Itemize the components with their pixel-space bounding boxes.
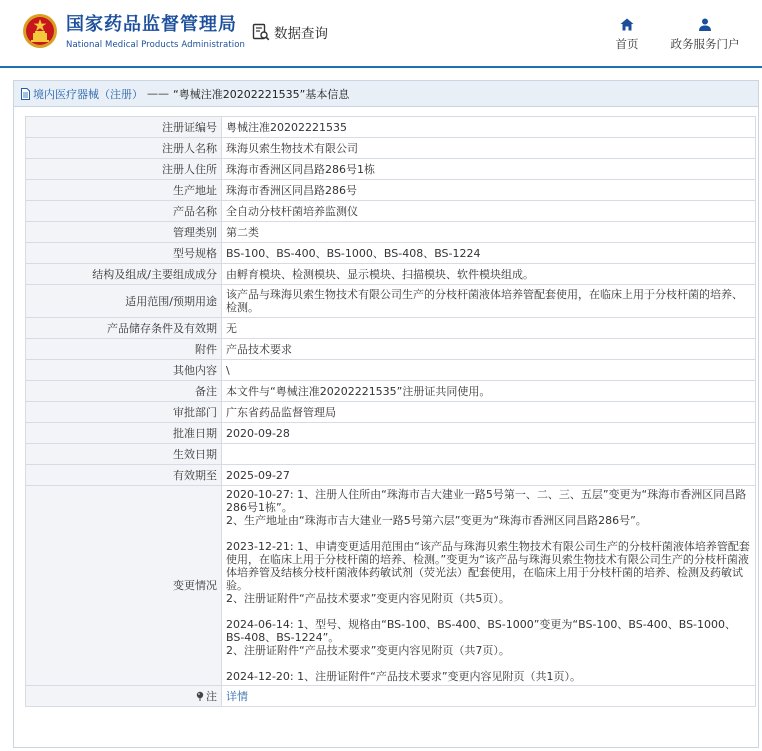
- breadcrumb-separator: ——: [147, 87, 169, 100]
- change-line: 2020-10-27: 1、注册人住所由“珠海市吉大建业一路5号第一、二、三、五层”变更为“珠海市香洲区同昌路286号1栋”。: [226, 488, 747, 514]
- change-entry: [226, 488, 751, 527]
- note-label: 注: [206, 689, 217, 703]
- table-row: [26, 360, 756, 381]
- table-row: [26, 285, 756, 318]
- note-row: [26, 686, 756, 707]
- field-value: 产品技术要求: [222, 339, 756, 360]
- field-value: 2025-09-27: [222, 465, 756, 486]
- table-row: [26, 423, 756, 444]
- field-label: 注册人住所: [26, 159, 222, 180]
- field-label: 注册人名称: [26, 138, 222, 159]
- field-label: 注册证编号: [26, 117, 222, 138]
- field-value: 珠海贝索生物技术有限公司: [222, 138, 756, 159]
- nav-portal-button[interactable]: [665, 18, 745, 52]
- data-query-link[interactable]: [252, 22, 328, 42]
- field-label: 其他内容: [26, 360, 222, 381]
- field-value: 该产品与珠海贝索生物技术有限公司生产的分枝杆菌液体培养管配套使用，在临床上用于分枝杆菌的培养、检测。: [222, 285, 756, 318]
- field-value: 珠海市香洲区同昌路286号: [222, 180, 756, 201]
- breadcrumb-title: “粤械注准20202221535”基本信息: [173, 87, 350, 101]
- note-value: [222, 686, 756, 707]
- field-value: BS-100、BS-400、BS-1000、BS-408、BS-1224: [222, 243, 756, 264]
- nav-home-label: 首页: [615, 37, 639, 51]
- site-header: [0, 0, 762, 68]
- table-row: [26, 159, 756, 180]
- data-query-label: 数据查询: [274, 26, 328, 42]
- field-value: 无: [222, 318, 756, 339]
- document-search-icon: [252, 23, 270, 41]
- home-icon: [620, 18, 634, 31]
- table-row: [26, 117, 756, 138]
- document-icon: [20, 88, 31, 100]
- field-label: 结构及组成/主要组成成分: [26, 264, 222, 285]
- table-row: [26, 180, 756, 201]
- change-line: 2、注册证附件“产品技术要求”变更内容见附页（共7页）。: [226, 644, 510, 657]
- details-link[interactable]: 详情: [226, 689, 248, 703]
- nav-portal-label: 政务服务门户: [670, 37, 740, 51]
- field-label: 适用范围/预期用途: [26, 285, 222, 318]
- table-row: [26, 222, 756, 243]
- field-value: 由孵育模块、检测模块、显示模块、扫描模块、软件模块组成。: [222, 264, 756, 285]
- user-icon: [698, 18, 712, 31]
- field-value: 全自动分枝杆菌培养监测仪: [222, 201, 756, 222]
- table-row: [26, 402, 756, 423]
- table-row: [26, 444, 756, 465]
- change-line: 2023-12-21: 1、申请变更适用范围由“该产品与珠海贝索生物技术有限公司生产的分枝杆菌液体培养管配套使用，在临床上用于分枝杆菌的培养、检测。”变更为“该产品与珠海贝索生物技术有限公司生产的分枝杆菌液体培养管及结核分枝杆菌液体药敏试剂（荧光法）配套使用，在临床上用于分枝杆菌的培养、检测及药敏试验。: [226, 540, 750, 592]
- change-line: 2024-12-20: 1、注册证附件“产品技术要求”变更内容见附页（共1页）。: [226, 670, 582, 683]
- pin-icon: [195, 691, 205, 701]
- field-value: 粤械注准20202221535: [222, 117, 756, 138]
- field-value: 2020-09-28: [222, 423, 756, 444]
- change-entry: [226, 670, 751, 683]
- field-value: 第二类: [222, 222, 756, 243]
- table-row: [26, 465, 756, 486]
- change-history-row: [26, 486, 756, 686]
- field-value: 珠海市香洲区同昌路286号1栋: [222, 159, 756, 180]
- emblem-logo-icon: [22, 13, 58, 49]
- field-label: 备注: [26, 381, 222, 402]
- field-value: 本文件与“粤械注准20202221535”注册证共同使用。: [222, 381, 756, 402]
- field-value: [222, 444, 756, 465]
- brand-title: 国家药品监督管理局: [66, 14, 237, 35]
- table-row: [26, 201, 756, 222]
- table-row: [26, 318, 756, 339]
- field-label: 批准日期: [26, 423, 222, 444]
- nav-home-button[interactable]: [612, 18, 642, 52]
- brand-subtitle: National Medical Products Administration: [66, 40, 245, 50]
- change-line: 2024-06-14: 1、型号、规格由“BS-100、BS-400、BS-1000”变更为“BS-100、BS-400、BS-1000、BS-408、BS-1224”。: [226, 618, 737, 644]
- field-label: 有效期至: [26, 465, 222, 486]
- change-history: [222, 486, 756, 686]
- change-line: 2、生产地址由“珠海市吉大建业一路5号第六层”变更为“珠海市香洲区同昌路286号”。: [226, 514, 647, 527]
- field-label: 审批部门: [26, 402, 222, 423]
- detail-panel: [13, 80, 759, 748]
- breadcrumb-category[interactable]: 境内医疗器械（注册）: [33, 87, 143, 101]
- note-label-cell: [26, 686, 222, 707]
- field-value: \: [222, 360, 756, 381]
- table-row: [26, 264, 756, 285]
- info-table: [25, 116, 756, 707]
- table-row: [26, 381, 756, 402]
- field-label: 生效日期: [26, 444, 222, 465]
- table-row: [26, 243, 756, 264]
- table-row: [26, 339, 756, 360]
- field-label: 型号规格: [26, 243, 222, 264]
- brand[interactable]: [66, 14, 245, 50]
- breadcrumb: [14, 81, 758, 107]
- field-label: 变更情况: [26, 486, 222, 686]
- table-row: [26, 138, 756, 159]
- field-label: 附件: [26, 339, 222, 360]
- change-line: 2、注册证附件“产品技术要求”变更内容见附页（共5页）。: [226, 592, 510, 605]
- field-label: 产品名称: [26, 201, 222, 222]
- field-label: 管理类别: [26, 222, 222, 243]
- field-value: 广东省药品监督管理局: [222, 402, 756, 423]
- field-label: 生产地址: [26, 180, 222, 201]
- field-label: 产品储存条件及有效期: [26, 318, 222, 339]
- change-entry: [226, 618, 751, 657]
- change-entry: [226, 540, 751, 605]
